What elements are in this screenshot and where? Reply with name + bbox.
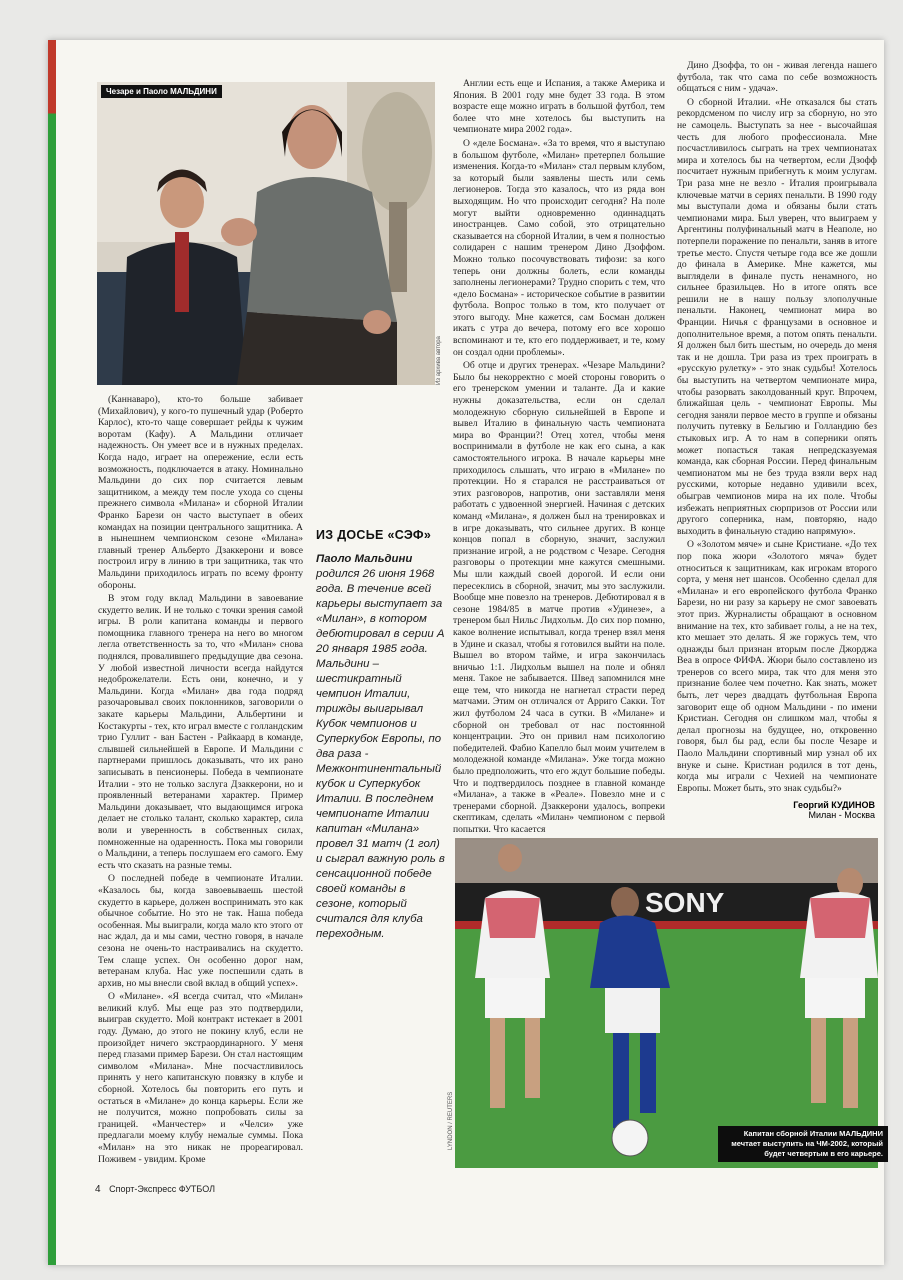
paragraph: О «Милане». «Я всегда считал, что «Милан» великий клуб. Мы еще раз это подтвердили, выиграв скудетто. Мой контракт истекает в 2001 году. Думаю, до этого не покину клуб, если не произойдет ничего экстраординарного. У меня перед глазами пример Барези. Он стал настоящим символом «Милана». Мне посчастливилось принять у него капитанскую повязку в клубе и сборной. Хотелось бы повторить его путь и остаться в «Милане» до конца карьеры. Если же не получится, можно попробовать силы за границей. «Манчестер» и «Челси» уже предлагали моему клубу немалые суммы. Пока «Милан» на это никак не прореагировал. Поживем - увидим. Кроме	[98, 991, 303, 1165]
author-signature	[690, 800, 875, 820]
photo-football-match	[455, 838, 878, 1168]
paragraph: Англии есть еще и Испания, а также Америка и Япония. В 2001 году мне будет 33 года. В этом возрасте еще можно играть в большой футбол, тем более что мне хотелось бы выступить на чемпионате мира 2002 года».	[453, 78, 665, 136]
publication-name: Спорт-Экспресс ФУТБОЛ	[109, 1184, 216, 1194]
author-name: Георгий КУДИНОВ	[793, 800, 875, 810]
dossier-title: ИЗ ДОСЬЕ «СЭФ»	[316, 528, 432, 542]
paragraph: О сборной Италии. «Не отказался бы стать рекордсменом по числу игр за сборную, но это не самоцель. Выступать за нее - высочайшая честь для любого профессионала. Мне посчастливилось сыграть на трех чемпионатах мира и хотелось бы на четвертом, если Дзофф посчитает нужным прибегнуть к моим услугам. Три раза мне не везло - Италия проигрывала ключевые матчи в сериях пенальти. В 1990 году мы выступали дома и обязаны были стать чемпионами мира. Был уверен, что выиграем у Аргентины полуфинальный матч в Неаполе, но потерпели поражение по пенальти, заняв в итоге третье место. Спустя четыре года все же дошли до финала в Америке. Мне кажется, мы выглядели в финале пусть ненамного, но сильнее бразильцев. Но в итоге опять все решили не в нашу пользу злополучные пенальти. Наконец, чемпионат мира во Франции. Ничья с французами в основное и дополнительное время, а потом опять пенальти. Я должен был бить шестым, но очередь до меня так и не дошла. Три раза из трех проиграть в «русскую рулетку» - это знак судьбы! Хотелось бы выступить на четвертом чемпионате мира, чтобы разорвать заколдованный круг. Впрочем, ближайшая цель - чемпионат Европы. Мы сегодня заняли первое место в группе и обязаны получить путевку в Бельгию и Голландию без стыковых игр. А то нам в соперники опять может попасться такая непредсказуемая команда, как сборная России. Перед финальным чемпионатом мы не без труда взяли верх над русскими, которые недавно удивили всех, обыграв чемпионов мира на их поле. Чтобы избежать неприятных сюрпризов от России или другого соперника, нам, повторяю, надо выходить в финальную стадию напрямую».	[677, 96, 877, 537]
photo-maldini-father-son-image	[97, 82, 435, 385]
photo-top-credit: Из архива автора	[436, 336, 442, 385]
photo-football-match-image	[455, 838, 878, 1168]
paragraph: Об отце и других тренерах. «Чезаре Мальдини? Было бы некорректно с моей стороны говорить о его тренерском умении и таланте. Да и какие нужны доказательства, если он сделал молодежную сборную сильнейшей в Европе и вывел Италию в финальную часть чемпионата мира во Франции?! Отец хотел, чтобы меня воспринимали в футболе не как его сына, а как самостоятельного игрока. В начале карьеры мне приходилось слышать, что играю в «Милане» по протекции. Но я старался не расстраиваться от этих разговоров, напротив, они заставляли меня работать с удвоенной энергией. Начиная с детских команд «Милана», я должен был на тренировках и в игре доказывать, что сильнее других. В конце концов попал в сборную, значит, заслужил признание игрой, а не родством с Чезаре. Сегодня разговоры о протекции мне кажутся смешными. Мы шли каждый своей дорогой. И если они пересеклись в сборной, значит, мы это заслужили. Вообще мне повезло на тренеров. Дебютировал я в сезоне 1984/85 в матче против «Удинезе», а тренером был Нильс Лидхольм. До сих пор помню, какое волнение испытывал, когда тренер взял меня в Удине и сказал, чтобы я готовился выйти на поле. Вышел во втором тайме, и игра закончилась вничью 1:1. Лидхольм вышел на поле и обнял меня. Такое не забывается. Швед запомнился мне еще тем, что никогда не нагнетал страсти перед матчами. Этим он отличался от Арриго Сакки. Тот жил футболом 24 часа в сутки. В «Милане» и сборной он требовал от нас постоянной концентрации. Это он привил нам психологию победителей. Фабио Капелло был моим учителем в молодежной команде «Милана». Уже тогда можно было предположить, что его ждут большие победы. Что и подтвердилось позднее в главной команде «Милана», а также в «Реале». Повезло мне и с тренерами сборной. Дзаккерони удалось, вопреки скептикам, сделать «Милан» чемпионом с первой попытки. Что касается	[453, 360, 665, 835]
photo-tag: Чезаре и Паоло МАЛЬДИНИ	[101, 85, 222, 98]
page-edge-stripe	[48, 40, 56, 1265]
paragraph: О «Золотом мяче» и сыне Кристиане. «До тех пор пока жюри «Золотого мяча» будет относиться к защитникам, как игрокам второго сорта, у меня нет шансов. Особенно сделал для «Милана» и его европейского футбола Франко Барези, но ни разу за карьеру не смог завоевать этот приз. Журналисты обращают в основном внимание на тех, кто забивает голы, а не на тех, кто мешает это делать. Я же горжусь тем, что однажды был признан вторым после Джорджа Веа в опросе ФИФА. Жюри было составлено из тренеров со всего мира, так что для меня это признание более чем почетно. Как знать, может быть, лет через двадцать футбольная Европа заговорит еще об одном Мальдини - по имени Кристиан. Сегодня он слишком мал, чтобы я делал прогнозы на будущее, но, откровенно говоря, был бы рад, если бы после Чезаре и Паоло Мальдини спортивный мир узнал об их внуке и сыне. Кристиан родился в тот день, когда мы играли с Чехией на чемпионате Европы. Может быть, это знак судьбы?»	[677, 539, 877, 794]
dossier-lead: Паоло Мальдини	[316, 553, 413, 565]
author-place: Милан - Москва	[808, 810, 875, 820]
article-column-2	[453, 78, 665, 836]
paragraph: В этом году вклад Мальдини в завоевание скудетто велик. И не только с точки зрения самой игры. В роли капитана команды и первого помощника главного тренера на него во многом легла ответственность за то, что «Милан» снова поднялся, провалившего предыдущие два сезона. У любой известной личности всегда найдутся недоброжелатели. Есть они, конечно, и у Мальдини. Когда «Милан» два года подряд разочаровывал своих поклонников, заговорили о закате карьеры Мальдини, Альбертини и Костакурты - тех, кто играл вместе с голландским трио Гуллит - ван Бастен - Райкаард в команде, слывшей сильнейшей в Европе. И Мальдини с партнерами пришлось доказывать, что их рано записывать в пенсионеры. Победа в чемпионате Италии - это не только заслуга Дзаккерони, но и проявленный ветеранами характер. Пример Мальдини доказывает, что выдающимся игрока делает не столько талант, сколько характер, сила воли и уверенность в собственных силах, помноженные на одаренность. Пока мы говорили о Мальдини, а теперь послушаем его самого. Ему есть что сказать на разные темы.	[98, 593, 303, 871]
sony-board-text: SONY	[645, 887, 725, 918]
paragraph: О последней победе в чемпионате Италии. «Казалось бы, когда завоевываешь шестой скудетто в карьере, должен воспринимать это как обычное событие. Но это не так. Наша победа особенная. Мы выиграли, когда мало кто этого от нас ждал, да и мы сами, честно говоря, в начале сезона не очень-то настраивались на скудетто. Тем слаще успех. Он особенно дорог нам, ветеранам клуба. Нас уже поспешили сдать в архив, но мы внесли свой вклад в общий успех».	[98, 873, 303, 989]
dossier-box	[316, 528, 446, 942]
page-number: 4	[95, 1184, 101, 1195]
article-column-1	[98, 394, 303, 1169]
dossier-text: родился 26 июня 1968 года. В течение всей карьеры выступает за «Милан», в котором дебютировал в серии А 20 января 1985 года. Мальдини – шестикратный чемпион Италии, трижды выигрывал Кубок чемпионов и Суперкубок Европы, по два раза - Межконтинентальный кубок и Суперкубок Италии. В последнем чемпионате Италии капитан «Милана» провел 31 матч (1 гол) и сыграл важную роль в сенсационной победе своей команды в сезоне, который считался для клуба переходным.	[316, 568, 445, 940]
article-column-3	[677, 60, 877, 800]
page-footer	[95, 1184, 215, 1195]
photo-maldini-father-son	[97, 82, 435, 385]
dossier-body	[316, 552, 446, 942]
photo-bottom-caption: Капитан сборной Италии МАЛЬДИНИ мечтает выступить на ЧМ-2002, который будет четвертым в его карьере.	[718, 1126, 888, 1162]
paragraph: О «деле Босмана». «За то время, что я выступаю в большом футболе, «Милан» претерпел большие изменения. Когда-то «Милан» стал первым клубом, за который были заявлены шесть или семь легионеров. Тогда это казалось, что из ряда вон выходящим. Но что происходит сегодня? На поле могут выйти одновременно одиннадцать иностранцев. Само собой, это отрицательно сказывается на сборной Италии, в чем я полностью солидарен с нашим тренером Дино Дзоффом. Можно только посочувствовать тифози: за кого теперь они должны болеть, если команды заполнены легионерами? Трудно спорить с тем, что «дело Босмана» - историческое событие в развитии футбола. Вопрос только в том, кто получает от этого выгоду. Мне кажется, сам Босман должен икать с утра до вечера, потому его все хорошо вспоминают и те, кто его поддерживает, и те, кому он создал одни проблемы».	[453, 137, 665, 358]
paragraph: (Каннаваро), кто-то больше забивает (Михайлович), у кого-то пушечный удар (Роберто Карлос), кто-то чаще совершает рейды к чужим воротам (Кафу). А Мальдини отличает надежность. Он умеет все и в нужных пределах. Когда надо, играет на опережение, если есть возможность, подключается в атаку. Номинально Мальдини до сих пор считается левым защитником, а между тем после ухода со сцены прежнего символа «Милана» и сборной Италии Франко Барези он часто выступает в обеих командах на позиции центрального защитника. А в нынешнем чемпионском сезоне «Милана» главный тренер Альберто Дзаккерони и вовсе построил игру в линию в три защитника, так что Мальдини приходилось играть по всему фронту обороны.	[98, 394, 303, 591]
photo-bottom-credit: LYNDON / REUTERS	[448, 1091, 454, 1150]
paragraph: Дино Дзоффа, то он - живая легенда нашего футбола, так что сама по себе возможность общаться с ним - удача».	[677, 60, 877, 95]
